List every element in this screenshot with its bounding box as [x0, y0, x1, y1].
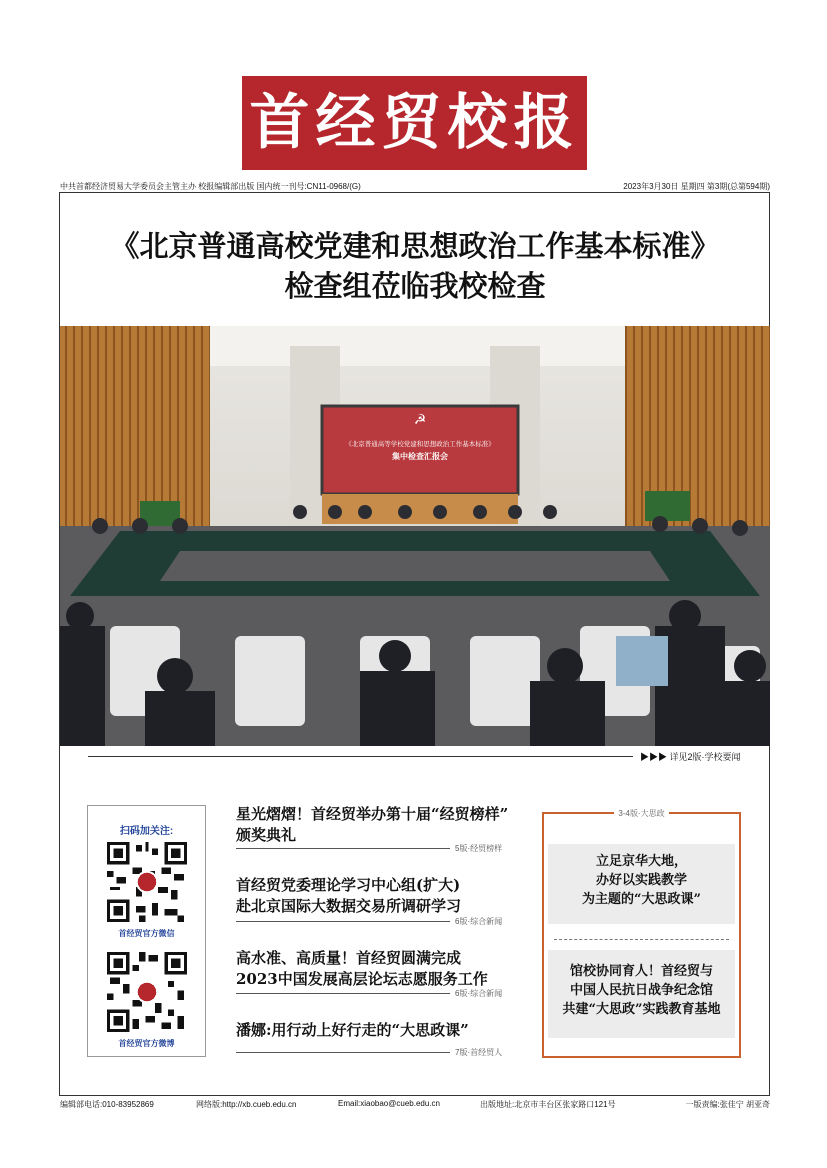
- sidebox-story-2-line-3: 共建“大思政”实践教育基地: [562, 1002, 721, 1017]
- plant-right: [645, 491, 690, 521]
- sidebox-story-2[interactable]: [548, 950, 735, 1038]
- screen-line-1: 《北京普通高等学校党建和思想政治工作基本标准》: [345, 440, 495, 448]
- sidebox-story-1[interactable]: [548, 844, 735, 924]
- story-2-title[interactable]: [236, 875, 461, 917]
- light-blue-jacket: [616, 636, 668, 686]
- story-1-rule: [236, 848, 450, 849]
- weibo-qr-code[interactable]: [107, 952, 187, 1032]
- qr-title: 扫码加关注:: [119, 826, 174, 837]
- headline: [60, 226, 770, 306]
- sidebox-story-2-line-2: 中国人民抗日战争纪念馆: [569, 983, 713, 998]
- party-emblem-icon: ☭: [413, 412, 427, 428]
- wechat-qr-code[interactable]: [107, 842, 187, 922]
- issue-info: 2023年3月30日 星期四 第3期(总第594期): [623, 182, 770, 191]
- story-4-line-1: 潘娜:用行动上好行走的“大思政课”: [236, 1021, 469, 1039]
- story-3-title[interactable]: [236, 948, 488, 990]
- story-3-line-2: 2023中国发展高层论坛志愿服务工作: [236, 970, 488, 988]
- masthead-banner: [242, 76, 587, 170]
- masthead-title: 首经贸校报: [249, 88, 580, 158]
- headline-line-2: 检查组莅临我校检查: [284, 269, 546, 303]
- story-1-line-1: 星光熠熠！首经贸举办第十届“经贸榜样”: [236, 805, 509, 823]
- footer-editors: 一版责编:张佳宁 胡亚奇: [685, 1100, 770, 1109]
- story-4-section: 7版·首经贸人: [455, 1048, 503, 1057]
- story-2-line-2: 赴北京国际大数据交易所调研学习: [236, 897, 462, 915]
- story-4-title[interactable]: [236, 1020, 469, 1041]
- footer-website[interactable]: 网络版:http://xb.cueb.edu.cn: [196, 1100, 297, 1109]
- sidebox-story-1-line-2: 办好以实践教学: [595, 873, 687, 888]
- story-2-rule: [236, 921, 450, 922]
- publisher-info: 中共首都经济贸易大学委员会主管主办 校报编辑部出版 国内统一刊号:CN11-0968/(G): [60, 182, 361, 191]
- weibo-qr-label: 首经贸官方微博: [118, 1039, 175, 1048]
- sidebox-divider: [554, 939, 729, 940]
- story-2-section: 6版·综合新闻: [455, 917, 503, 926]
- feature-sidebox: [542, 809, 741, 1058]
- story-3-section: 6版·综合新闻: [455, 989, 503, 998]
- story-4-rule: [236, 1052, 450, 1053]
- wechat-qr-label: 首经贸官方微信: [118, 929, 175, 938]
- footer-phone: 编辑部电话:010-83952869: [60, 1100, 154, 1109]
- sidebox-story-2-line-1: 馆校协同育人！首经贸与: [569, 964, 713, 979]
- sidebox-story-1-line-3: 为主题的“大思政课”: [582, 892, 701, 907]
- caption-rule: [88, 756, 633, 757]
- story-2-line-1: 首经贸党委理论学习中心组(扩大): [236, 876, 461, 894]
- footer-email[interactable]: Email:xiaobao@cueb.edu.cn: [338, 1099, 440, 1108]
- qr-panel: [87, 805, 206, 1057]
- photo-caption[interactable]: ▶▶▶ 详见2版·学校要闻: [640, 752, 741, 762]
- story-1-section: 5版·经贸榜样: [455, 844, 503, 853]
- story-3-line-1: 高水准、高质量！首经贸圆满完成: [236, 949, 462, 967]
- headline-line-1: 《北京普通高校党建和思想政治工作基本标准》: [110, 229, 720, 263]
- sidebox-story-1-line-1: 立足京华大地，: [595, 854, 687, 869]
- story-1-line-2: 颁奖典礼: [236, 826, 297, 844]
- story-1-title[interactable]: [236, 804, 508, 846]
- meeting-illustration: [60, 326, 770, 746]
- meeting-photo: [60, 326, 770, 746]
- story-3-rule: [236, 993, 450, 994]
- footer-address: 出版地址:北京市丰台区张家路口121号: [480, 1100, 616, 1109]
- screen-line-2: 集中检查汇报会: [392, 451, 448, 461]
- sidebox-section-label: 3-4版·大思政: [544, 808, 739, 819]
- footer: [60, 1099, 770, 1111]
